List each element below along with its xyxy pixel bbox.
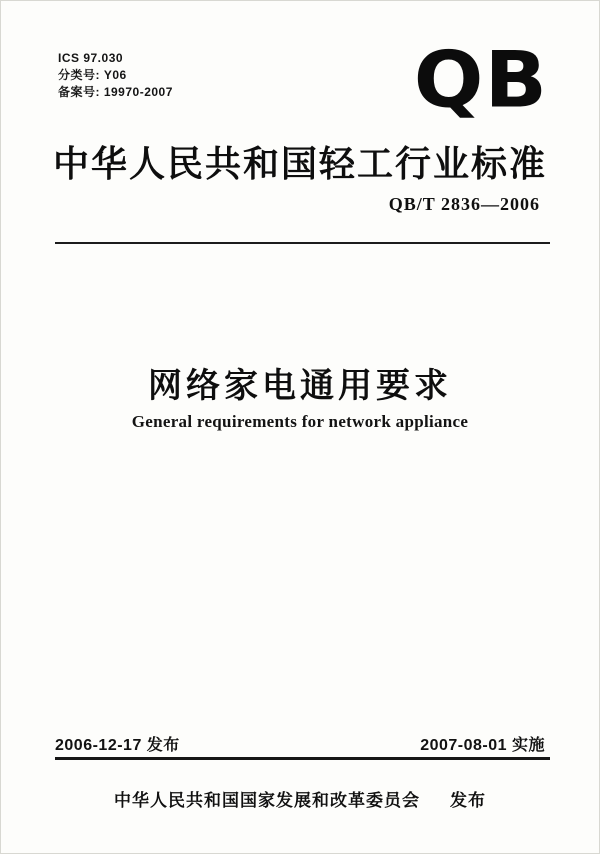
qb-logo: QB — [413, 35, 548, 126]
footer-divider-line — [55, 757, 550, 760]
issuer-row — [0, 786, 600, 811]
registration-meta-block — [58, 50, 173, 101]
header-divider-line — [55, 242, 550, 244]
standard-title: 中华人民共和国轻工行业标准 — [52, 143, 547, 184]
date-row — [55, 732, 545, 755]
record-number: 备案号: 19970-2007 — [58, 85, 173, 99]
ics-number: ICS 97.030 — [58, 51, 124, 65]
document-title-chinese: 网络家电通用要求 — [148, 367, 452, 405]
standard-number: QB/T 2836—2006 — [388, 194, 540, 214]
document-title-english: General requirements for network appliance — [131, 412, 469, 431]
issuer-name: 中华人民共和国国家发展和改革委员会 — [114, 791, 420, 810]
category-number: 分类号: Y06 — [58, 68, 127, 82]
issue-date: 2006-12-17 发布 — [55, 737, 180, 754]
implement-date: 2007-08-01 实施 — [420, 737, 545, 754]
issue-action-label: 发布 — [450, 791, 486, 810]
